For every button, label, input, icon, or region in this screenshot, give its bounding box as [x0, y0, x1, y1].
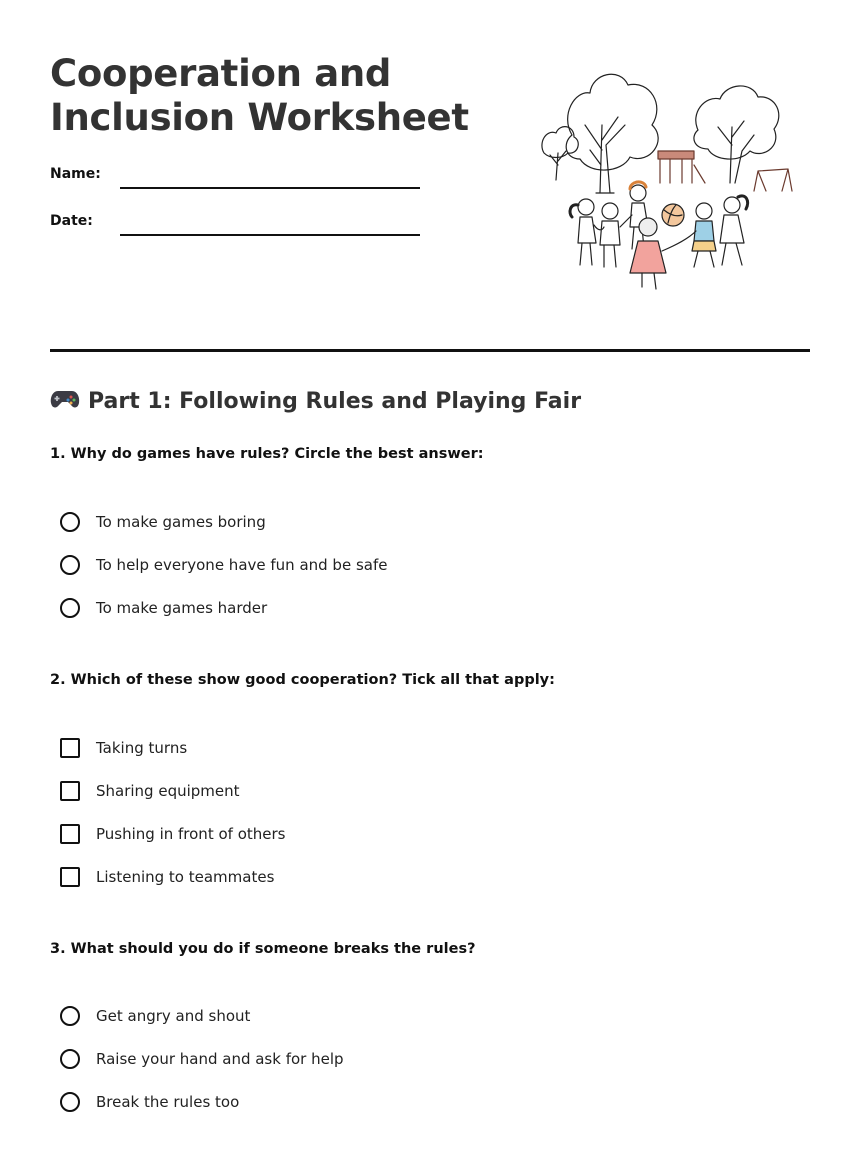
q2-option-1[interactable] [60, 736, 187, 760]
q1-option-2[interactable] [60, 553, 387, 577]
title-line-1: Cooperation and [50, 52, 392, 95]
q1-option-3[interactable] [60, 596, 267, 620]
q2-option-1-label: Taking turns [96, 739, 188, 757]
q3-option-3[interactable] [60, 1090, 239, 1114]
game-controller-icon [50, 388, 80, 416]
question-1: 1. Why do games have rules? Circle the best answer: [50, 446, 484, 462]
section-divider [50, 349, 810, 352]
checkbox[interactable] [60, 824, 80, 844]
name-field[interactable] [120, 187, 420, 189]
radio-circle[interactable] [60, 1049, 80, 1069]
q3-option-2[interactable] [60, 1047, 344, 1071]
part-1-heading-text: Part 1: Following Rules and Playing Fair [88, 389, 582, 414]
question-3: 3. What should you do if someone breaks the rules? [50, 941, 476, 957]
checkbox[interactable] [60, 781, 80, 801]
radio-circle[interactable] [60, 555, 80, 575]
children-playground-illustration [530, 55, 810, 300]
q3-option-1[interactable] [60, 1004, 250, 1028]
name-label: Name: [50, 166, 101, 182]
q1-option-1[interactable] [60, 510, 266, 534]
radio-circle[interactable] [60, 1006, 80, 1026]
checkbox[interactable] [60, 867, 80, 887]
part-1-heading [50, 388, 581, 416]
q2-option-4[interactable] [60, 865, 274, 889]
checkbox[interactable] [60, 738, 80, 758]
q2-option-3-label: Pushing in front of others [96, 825, 286, 843]
q3-option-2-label: Raise your hand and ask for help [96, 1050, 344, 1068]
q1-option-1-label: To make games boring [96, 513, 266, 531]
q2-option-3[interactable] [60, 822, 285, 846]
q3-option-1-label: Get angry and shout [96, 1007, 251, 1025]
q1-option-2-label: To help everyone have fun and be safe [96, 556, 388, 574]
title-line-2: Inclusion Worksheet [50, 96, 469, 139]
date-label: Date: [50, 213, 93, 229]
q3-option-3-label: Break the rules too [96, 1093, 240, 1111]
q2-option-2-label: Sharing equipment [96, 782, 240, 800]
worksheet-title [50, 52, 469, 140]
q2-option-2[interactable] [60, 779, 240, 803]
date-field[interactable] [120, 234, 420, 236]
radio-circle[interactable] [60, 512, 80, 532]
question-2: 2. Which of these show good cooperation? Tick all that apply: [50, 672, 555, 688]
radio-circle[interactable] [60, 598, 80, 618]
q1-option-3-label: To make games harder [96, 599, 268, 617]
q2-option-4-label: Listening to teammates [96, 868, 275, 886]
radio-circle[interactable] [60, 1092, 80, 1112]
